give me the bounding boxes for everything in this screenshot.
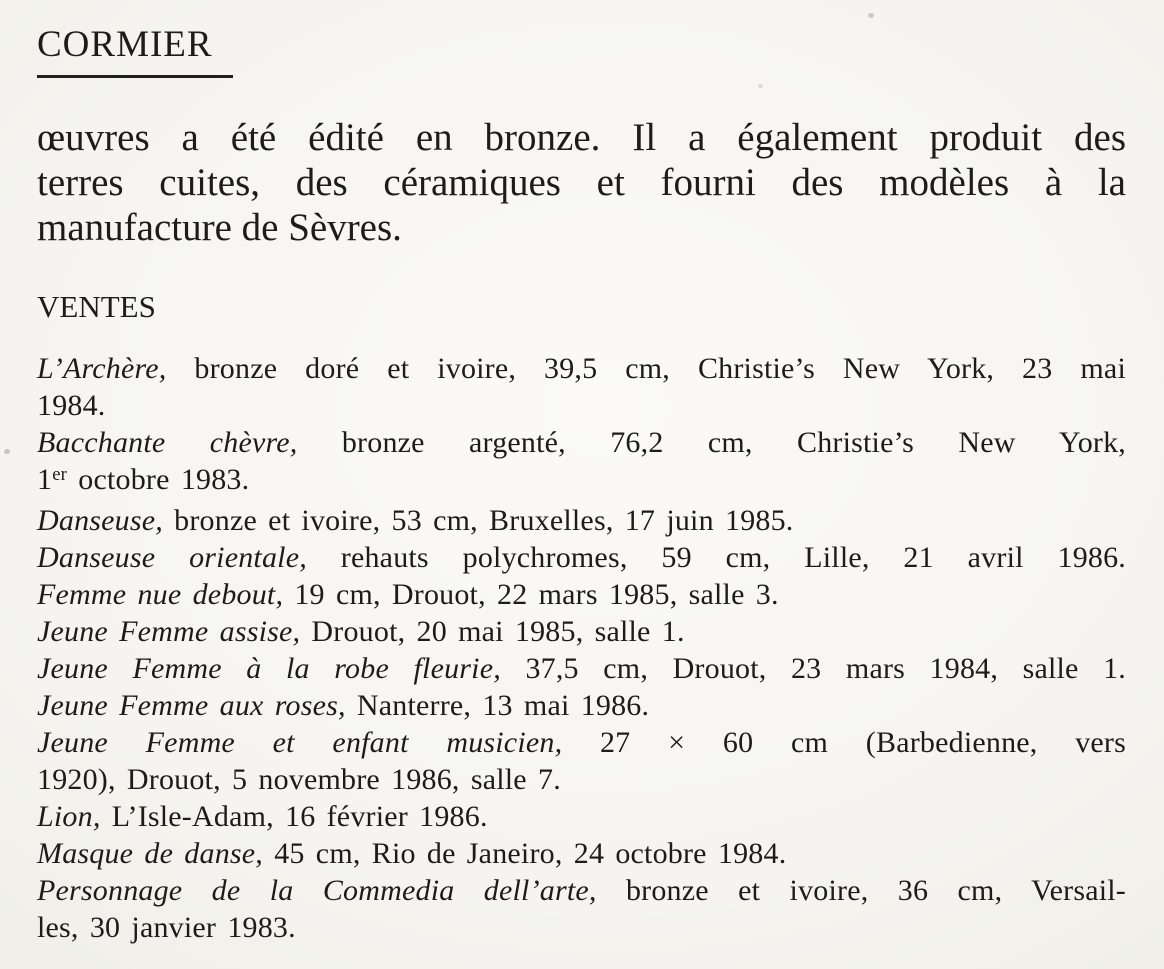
work-title: Danseuse, — [37, 503, 163, 537]
sale-entry-bacchante-chevre — [37, 424, 1126, 502]
sale-line — [37, 798, 1126, 835]
sale-entry-danseuse-orientale — [37, 539, 1126, 576]
sale-line — [37, 650, 1126, 687]
sales-section-heading: VENTES — [37, 289, 156, 324]
work-title: Jeune Femme et enfant musicien, — [37, 725, 563, 759]
sale-line — [37, 835, 1126, 872]
sale-details: 27 × 60 cm (Barbedienne, vers — [562, 725, 1126, 759]
sale-line — [37, 539, 1126, 576]
sale-entry-danseuse — [37, 502, 1126, 539]
sale-line — [37, 576, 1126, 613]
sale-entry-jeune-femme-robe-fleurie — [37, 650, 1126, 687]
sale-line — [37, 424, 1126, 461]
sale-line — [37, 613, 1126, 650]
work-title: Femme nue debout, — [37, 577, 284, 611]
intro-line: œuvres a été édité en bronze. Il a également produit des — [37, 116, 1126, 159]
sale-details: bronze et ivoire, 53 cm, Bruxelles, 17 juin 1985. — [162, 503, 794, 537]
work-title: Jeune Femme assise, — [37, 614, 301, 648]
sale-line — [37, 687, 1126, 724]
sale-details: bronze et ivoire, 36 cm, Versail- — [596, 873, 1127, 907]
sale-line — [37, 502, 1126, 539]
work-title: Danseuse orientale, — [37, 540, 307, 574]
sale-details: L’Isle-Adam, 16 février 1986. — [100, 799, 488, 833]
sale-entry-archere — [37, 350, 1126, 424]
work-title: Bacchante chèvre, — [37, 425, 298, 459]
sale-line — [37, 461, 1126, 502]
sale-line: 1920), Drouot, 5 novembre 1986, salle 7. — [37, 762, 561, 796]
sale-line: les, 30 janvier 1983. — [37, 910, 296, 944]
work-title: Masque de danse, — [37, 836, 263, 870]
sale-entry-lion — [37, 798, 1126, 835]
intro-line: terres cuites, des céramiques et fourni des modèles à la — [37, 161, 1126, 204]
sale-entry-jeune-femme-enfant-musicien — [37, 724, 1126, 798]
sale-details: 37,5 cm, Drouot, 23 mars 1984, salle 1. — [500, 651, 1126, 685]
ordinal-superscript: er — [52, 464, 68, 486]
intro-line: manufacture de Sèvres. — [37, 206, 402, 249]
sale-line — [37, 872, 1126, 909]
sale-details: octobre 1983. — [67, 462, 250, 496]
sale-entry-jeune-femme-assise — [37, 613, 1126, 650]
work-title: Jeune Femme aux roses, — [37, 688, 346, 722]
work-title: Lion, — [37, 799, 101, 833]
work-title: L’Archère, — [37, 351, 167, 385]
page-title: CORMIER — [37, 24, 213, 65]
sale-line — [37, 724, 1126, 761]
sale-details: Drouot, 20 mai 1985, salle 1. — [300, 614, 685, 648]
sale-entry-jeune-femme-aux-roses — [37, 687, 1126, 724]
sale-entry-femme-nue-debout — [37, 576, 1126, 613]
sale-details: bronze argenté, 76,2 cm, Christie’s New York, — [297, 425, 1126, 459]
sale-details: 1 — [37, 462, 53, 496]
intro-paragraph — [37, 115, 1126, 250]
sale-entry-masque-de-danse — [37, 835, 1126, 872]
sale-details: bronze doré et ivoire, 39,5 cm, Christie’s New York, 23 mai — [166, 351, 1126, 385]
heading-underline — [37, 75, 233, 78]
work-title: Personnage de la Commedia dell’arte, — [37, 873, 597, 907]
sale-details: 45 cm, Rio de Janeiro, 24 octobre 1984. — [263, 836, 787, 870]
sale-details: Nanterre, 13 mai 1986. — [345, 688, 650, 722]
sales-list — [37, 350, 1126, 946]
sale-line: 1984. — [37, 388, 106, 422]
sale-details: rehauts polychromes, 59 cm, Lille, 21 avril 1986. — [306, 540, 1126, 574]
sale-entry-personnage-commedia — [37, 872, 1126, 946]
sale-details: 19 cm, Drouot, 22 mars 1985, salle 3. — [283, 577, 779, 611]
work-title: Jeune Femme à la robe fleurie, — [37, 651, 501, 685]
sale-line — [37, 350, 1126, 387]
